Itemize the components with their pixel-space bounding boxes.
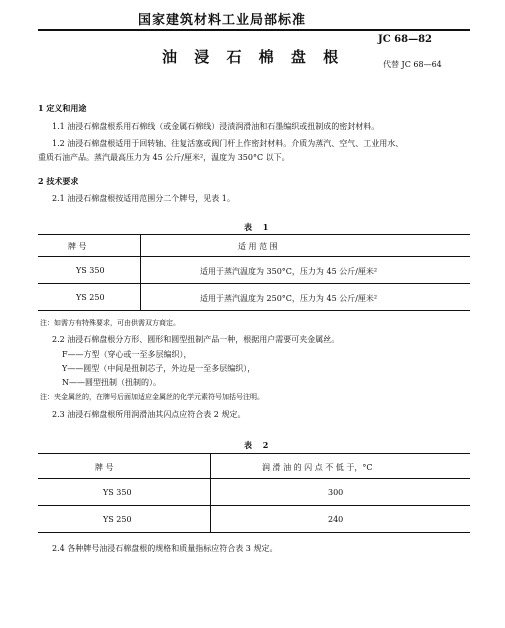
document-title: 油 浸 石 棉 盘 根 — [162, 48, 345, 66]
section-2-heading: 2 技术要求 — [38, 176, 79, 186]
table-1-header-rule — [38, 256, 470, 257]
header-rule — [38, 29, 470, 31]
section-1-heading: 1 定义和用途 — [38, 103, 87, 113]
table-row: 240 — [328, 515, 344, 524]
table-1-column-divider — [140, 234, 141, 310]
list-item: Y——圆型（中间是扭制芯子，外边是一至多层编织）， — [62, 364, 256, 373]
clause-2-4: 2.4 各种牌号油浸石棉盘根的规格和质量指标应符合表 3 规定。 — [52, 544, 278, 553]
table-2-caption: 表 2 — [244, 440, 273, 450]
list-item: N——圆型扭制（扭制的）。 — [62, 378, 161, 387]
table-row: 适用于蒸汽温度为 250°C，压力为 45 公斤/厘米² — [200, 294, 378, 303]
table-2-header-grade: 牌 号 — [95, 463, 114, 472]
table-2-header-rule — [38, 478, 470, 479]
table-row: 300 — [328, 488, 344, 497]
table-2-top-rule — [38, 453, 470, 454]
clause-1-2-line-2: 重质石油产品。蒸汽最高压力为 45 公斤/厘米²，温度为 350°C 以下。 — [38, 153, 290, 162]
standard-code: JC 68—82 — [378, 34, 433, 45]
issuing-organization: 国家建筑材料工业局部标准 — [138, 13, 307, 28]
table-1-header-grade: 牌 号 — [68, 242, 87, 251]
clause-2-2-note: 注：夹金属丝的，在牌号后面加适应金属丝的化学元素符号加括号注明。 — [40, 393, 264, 401]
clause-2-2: 2.2 油浸石棉盘根分方形、圆形和圆型扭制产品一种，根据用户需要可夹金属丝。 — [52, 335, 340, 344]
table-1-row-rule — [38, 283, 470, 284]
clause-2-3: 2.3 油浸石棉盘根所用润滑油其闪点应符合表 2 规定。 — [52, 410, 246, 419]
clause-1-2-line-1: 1.2 油浸石棉盘根适用于回转轴、往复活塞或阀门杆上作密封材料。介质为蒸汽、空气、工业用水、 — [52, 139, 404, 148]
list-item: F——方型（穿心或一至多层编织）， — [62, 350, 192, 359]
clause-1-1: 1.1 油浸石棉盘根系用石棉线（或金属石棉线）浸渍润滑油和石墨编织或扭制成的密封材料。 — [52, 122, 380, 131]
table-2-header-flash-point: 润 滑 油 的 闪 点 不 低 于，°C — [262, 463, 373, 472]
table-1-top-rule — [38, 234, 470, 235]
table-2-row-rule — [38, 505, 470, 506]
table-row: YS 250 — [103, 515, 132, 524]
table-1-caption: 表 1 — [244, 222, 273, 232]
table-1-bottom-rule — [38, 310, 470, 311]
table-2-column-divider — [210, 453, 211, 532]
table-row: YS 350 — [103, 488, 132, 497]
table-2-bottom-rule — [38, 532, 470, 533]
table-row: 适用于蒸汽温度为 350°C，压力为 45 公斤/厘米² — [200, 267, 378, 276]
clause-2-1: 2.1 油浸石棉盘根按适用范围分二个牌号，见表 1。 — [52, 194, 235, 203]
table-row: YS 350 — [76, 266, 105, 275]
table-row: YS 250 — [76, 293, 105, 302]
table-1-note: 注：如需方有特殊要求，可由供需双方商定。 — [40, 319, 180, 327]
table-1-header-scope: 适 用 范 围 — [238, 242, 278, 251]
replaces-standard: 代替 JC 68—64 — [383, 60, 442, 69]
